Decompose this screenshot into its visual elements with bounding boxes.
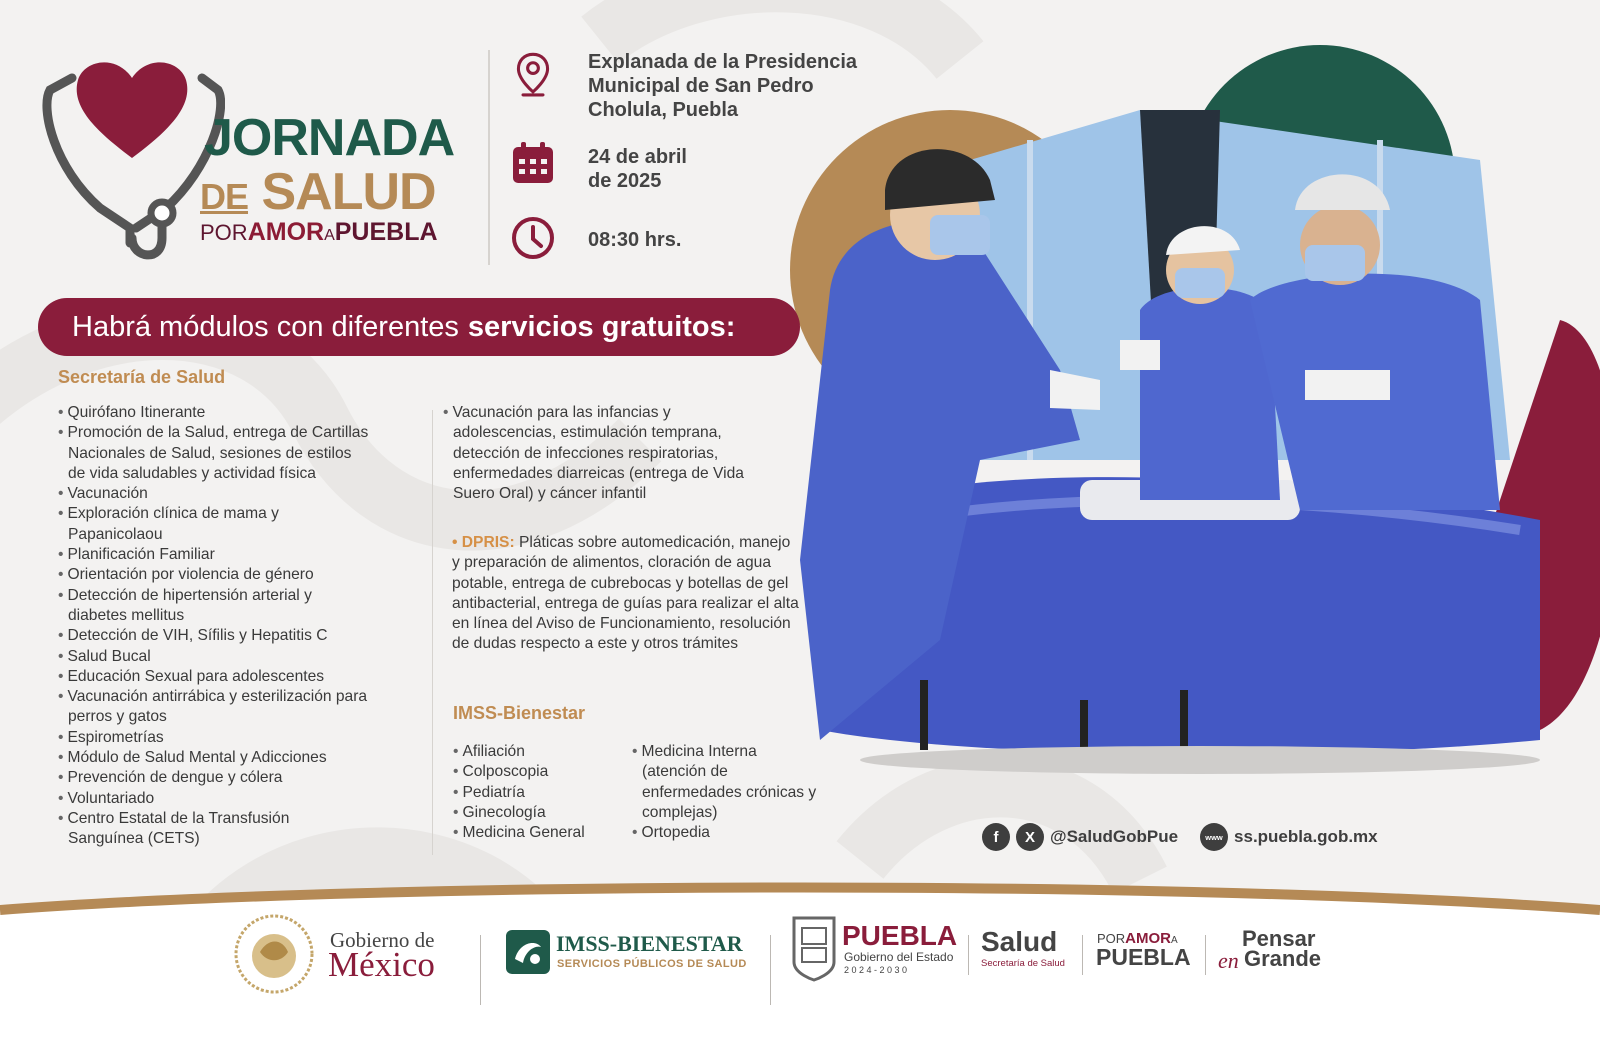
list-item: • Detección de VIH, Sífilis y Hepatitis C — [58, 626, 373, 646]
salud-subtitle: Secretaría de Salud — [981, 958, 1065, 969]
puebla-name: PUEBLA — [842, 920, 958, 951]
logo-title-de-salud — [200, 163, 436, 221]
website-link[interactable]: ss.puebla.gob.mx — [1234, 827, 1378, 846]
logo-de: DE — [200, 176, 249, 217]
list-item: • Prevención de dengue y cólera — [58, 768, 373, 788]
logo-subtitle — [200, 220, 438, 245]
list-item: • Voluntariado — [58, 789, 373, 809]
logo-a: A — [324, 227, 335, 244]
list-item: • Medicina General — [453, 823, 623, 843]
imss-services-list-1 — [453, 742, 623, 843]
banner-text-regular: Habrá módulos con diferentes — [72, 310, 459, 343]
list-item: • Orientación por violencia de género — [58, 565, 373, 585]
list-item: • Medicina Interna (atención de enfermedades crónicas y complejas) — [632, 742, 817, 823]
salud-name: Salud — [981, 926, 1058, 957]
pensar-text: Pensar — [1242, 926, 1316, 951]
list-item: • Vacunación — [58, 484, 373, 504]
list-item: • Planificación Familiar — [58, 545, 373, 565]
puebla-subtitle: Gobierno del Estado — [844, 950, 954, 964]
list-item: • Detección de hipertensión arterial y diabetes mellitus — [58, 586, 358, 627]
mexico-coat-of-arms-icon — [232, 912, 316, 996]
list-item: • Exploración clínica de mama y Papanicolaou — [58, 504, 303, 545]
banner-text-bold: servicios gratuitos: — [467, 310, 736, 343]
list-item: • Educación Sexual para adolescentes — [58, 667, 373, 687]
list-item: • Vacunación antirrábica y esterilización para perros y gatos — [58, 687, 368, 728]
list-item: • Ortopedia — [632, 823, 817, 843]
surgery-photo — [780, 40, 1600, 800]
list-item: • Afiliación — [453, 742, 623, 762]
list-item: • Quirófano Itinerante — [58, 403, 373, 423]
imss-bienestar-logo-icon — [505, 929, 551, 975]
gobierno-mexico-line2: México — [328, 945, 435, 984]
globe-www-icon[interactable]: www — [1200, 823, 1228, 851]
list-item: • Espirometrías — [58, 728, 373, 748]
clock-icon — [510, 215, 556, 261]
imss-heading: IMSS-Bienestar — [453, 703, 586, 723]
footer-divider — [770, 935, 771, 1005]
event-date: 24 de abril de 2025 — [588, 146, 687, 192]
logo-salud: SALUD — [261, 163, 436, 221]
grande-text: Grande — [1244, 946, 1322, 971]
header-divider — [488, 50, 490, 265]
imss-services-list-2 — [632, 742, 817, 843]
location-pin-icon — [510, 52, 556, 98]
list-item: • Salud Bucal — [58, 647, 373, 667]
dpris-block — [452, 533, 802, 655]
jornada-de-salud-logo — [40, 48, 480, 268]
event-location: Explanada de la Presidencia Municipal de San Pedro Cholula, Puebla — [588, 51, 858, 121]
footer-a: A — [1171, 935, 1178, 946]
puebla-shield-icon — [792, 912, 836, 982]
list-item: • Colposcopia — [453, 762, 623, 782]
dpris-label: • DPRIS: — [452, 534, 515, 551]
footer-divider — [968, 935, 969, 975]
list-item: • Ginecología — [453, 803, 623, 823]
list-item: • Centro Estatal de la Transfusión Sanguínea (CETS) — [58, 809, 318, 850]
footer-por: POR — [1097, 931, 1126, 946]
footer-divider — [1205, 935, 1206, 975]
imss-bienestar-name: IMSS-BIENESTAR — [556, 931, 743, 956]
list-item: • Promoción de la Salud, entrega de Cartillas Nacionales de Salud, sesiones de estilos de vida saludables y actividad física — [58, 423, 373, 484]
secretaria-heading: Secretaría de Salud — [58, 367, 226, 387]
list-item: • Módulo de Salud Mental y Adicciones — [58, 748, 373, 768]
logo-puebla: PUEBLA — [334, 218, 438, 246]
list-divider — [432, 410, 433, 855]
footer-puebla: PUEBLA — [1096, 944, 1191, 970]
footer-divider — [1082, 935, 1083, 975]
imss-bienestar-subtitle: SERVICIOS PÚBLICOS DE SALUD — [557, 958, 747, 970]
logo-por: POR — [200, 220, 248, 245]
footer-amor: AMOR — [1125, 930, 1171, 947]
calendar-icon — [510, 140, 556, 186]
secretaria-services-list — [58, 403, 373, 850]
en-text: en — [1218, 948, 1239, 973]
facebook-icon[interactable]: f — [982, 823, 1010, 851]
secretaria-services-list-2 — [443, 403, 763, 504]
gobierno-de-line1: Gobierno de — [330, 928, 435, 952]
dpris-text: Pláticas sobre automedicación, manejo y preparación de alimentos, cloración de agua potable, entrega de cubrebocas y botellas de gel antibacterial, entrega de guías para realizar el alta en línea del Aviso de Funcionamiento, resolución de dudas respecto a este y otros trámites — [452, 534, 799, 653]
x-twitter-icon[interactable]: X — [1016, 823, 1044, 851]
services-banner — [38, 298, 800, 356]
list-item: • Vacunación para las infancias y adolescencias, estimulación temprana, detección de infecciones respiratorias, enfermedades diarreicas (entrega de Vida Suero Oral) y cáncer infantil — [443, 403, 763, 504]
social-links — [982, 822, 1378, 852]
logo-amor: AMOR — [247, 218, 325, 246]
footer-divider — [480, 935, 481, 1005]
social-handle[interactable]: @SaludGobPue — [1050, 827, 1179, 846]
puebla-years: 2 0 2 4 - 2 0 3 0 — [844, 965, 908, 975]
stethoscope-heart-icon — [40, 48, 225, 268]
logo-title-jornada: JORNADA — [204, 109, 455, 167]
event-time: 08:30 hrs. — [588, 229, 682, 251]
list-item: • Pediatría — [453, 783, 623, 803]
